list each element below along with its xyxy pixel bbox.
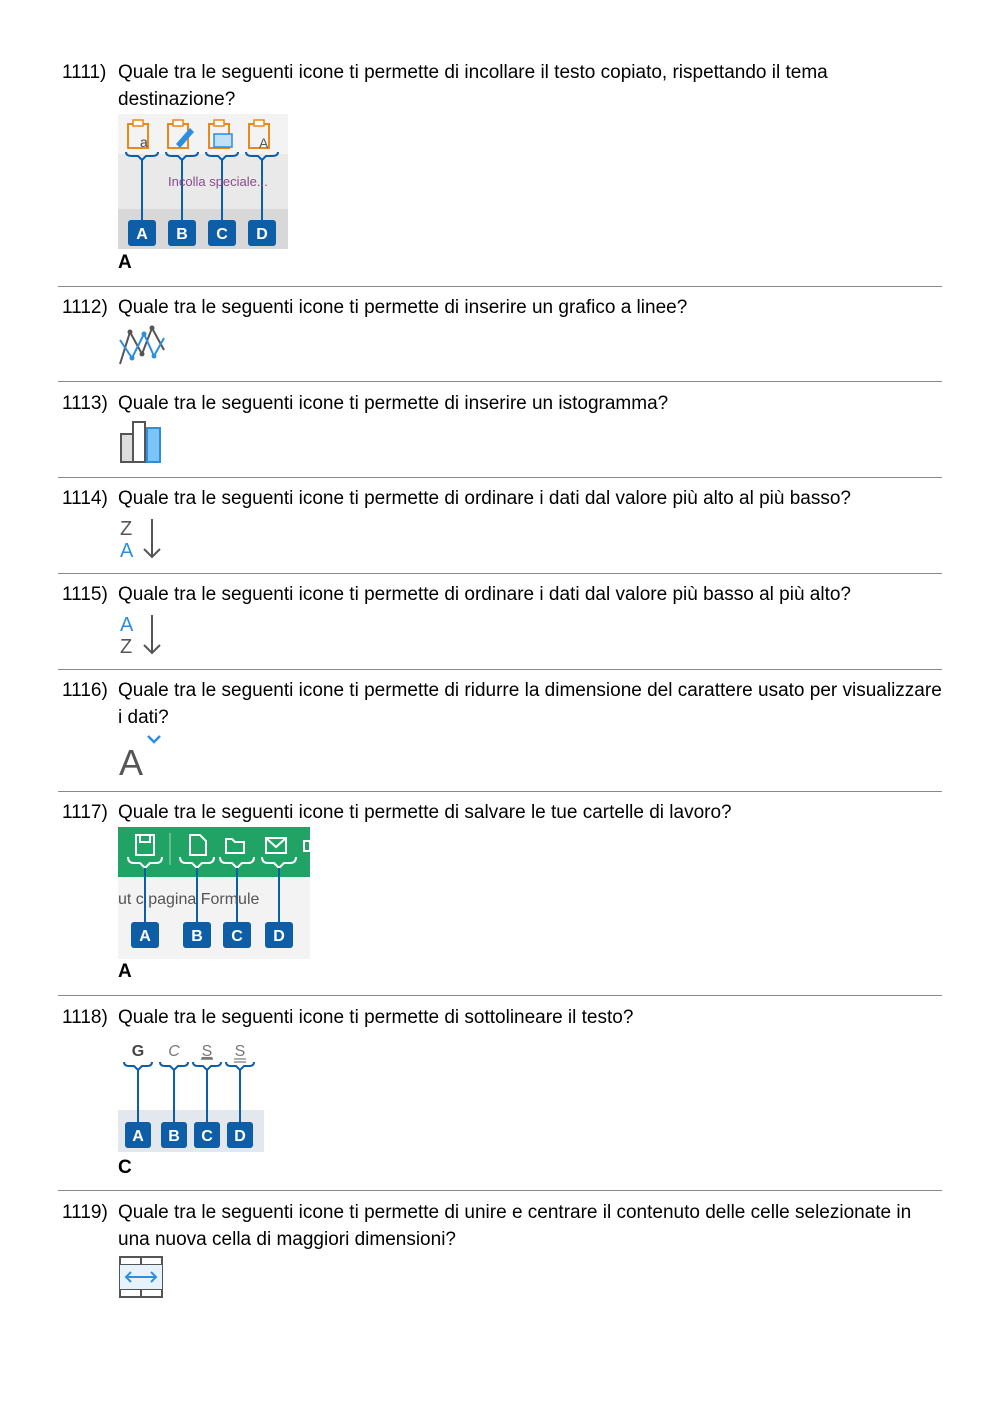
question-text: Quale tra le seguenti icone ti permette di salvare le tue cartelle di lavoro? xyxy=(118,802,732,823)
ribbon-text: ut c pagina Formule xyxy=(118,891,260,908)
sort-bottom-letter: A xyxy=(120,540,134,562)
sort-z-to-a-icon xyxy=(118,515,166,568)
option-label-d: D xyxy=(273,928,285,945)
sort-top-letter: Z xyxy=(120,518,133,540)
option-label-b: B xyxy=(176,226,188,243)
divider xyxy=(58,1190,942,1191)
merge-and-center-icon xyxy=(118,1255,166,1306)
divider xyxy=(58,286,942,287)
italic-letter: C xyxy=(168,1043,180,1060)
question-text: Quale tra le seguenti icone ti permette di inserire un grafico a linee? xyxy=(118,297,688,318)
answer: A xyxy=(118,252,132,273)
question-number: 1116) xyxy=(62,680,108,701)
option-label-c: C xyxy=(201,1128,213,1145)
option-label-b: B xyxy=(168,1128,180,1145)
answer: C xyxy=(118,1157,132,1178)
divider xyxy=(58,791,942,792)
question-number: 1117) xyxy=(62,802,108,823)
option-label-a: A xyxy=(136,226,148,243)
option-label-d: D xyxy=(234,1128,246,1145)
underline-letter: S xyxy=(201,1043,213,1060)
line-chart-icon xyxy=(118,324,168,373)
question-number: 1112) xyxy=(62,297,108,318)
option-label-d: D xyxy=(256,226,268,243)
question-text: Quale tra le seguenti icone ti permette di inserire un istogramma? xyxy=(118,393,669,414)
sort-top-letter: A xyxy=(120,614,134,636)
question-number: 1118) xyxy=(62,1007,108,1028)
question-number: 1113) xyxy=(62,393,108,414)
question-text: Quale tra le seguenti icone ti permette di ordinare i dati dal valore più alto al più basso? xyxy=(118,488,851,509)
question-text: Quale tra le seguenti icone ti permette di sottolineare il testo? xyxy=(118,1007,634,1028)
divider xyxy=(58,995,942,996)
bold-letter: G xyxy=(131,1043,145,1060)
sort-a-to-z-icon xyxy=(118,611,166,664)
question-text: Quale tra le seguenti icone ti permette di incollare il testo copiato, rispettando il tema destinazione? xyxy=(118,62,828,110)
divider xyxy=(58,573,942,574)
option-label-b: B xyxy=(191,928,203,945)
svg-text:a: a xyxy=(140,134,148,150)
column-chart-icon xyxy=(118,418,166,471)
divider xyxy=(58,477,942,478)
question-number: 1114) xyxy=(62,488,108,509)
question-number: 1115) xyxy=(62,584,108,605)
question-number: 1119) xyxy=(62,1202,108,1223)
svg-text:A: A xyxy=(259,135,269,151)
option-label-c: C xyxy=(231,928,243,945)
question-number: 1111) xyxy=(62,62,107,83)
ribbon-text: Incolla speciale... xyxy=(168,174,268,189)
font-letter: A xyxy=(119,742,144,779)
sort-bottom-letter: Z xyxy=(120,636,133,658)
answer: A xyxy=(118,961,132,982)
question-text: Quale tra le seguenti icone ti permette di unire e centrare il contenuto delle celle selezionate in una nuova cella di maggiori dimensioni? xyxy=(118,1202,912,1250)
question-text: Quale tra le seguenti icone ti permette di ridurre la dimensione del carattere usato per visualizzare i dati? xyxy=(118,680,942,728)
decrease-font-size-icon xyxy=(118,733,168,784)
divider xyxy=(58,381,942,382)
double-underline-letter: S xyxy=(234,1043,246,1060)
font-style-figure xyxy=(118,1038,264,1157)
option-label-a: A xyxy=(139,928,151,945)
divider xyxy=(58,669,942,670)
option-label-a: A xyxy=(132,1128,144,1145)
question-text: Quale tra le seguenti icone ti permette di ordinare i dati dal valore più basso al più alto? xyxy=(118,584,851,605)
option-label-c: C xyxy=(216,226,228,243)
quick-access-toolbar-figure xyxy=(118,827,310,964)
paste-options-figure xyxy=(118,114,288,254)
